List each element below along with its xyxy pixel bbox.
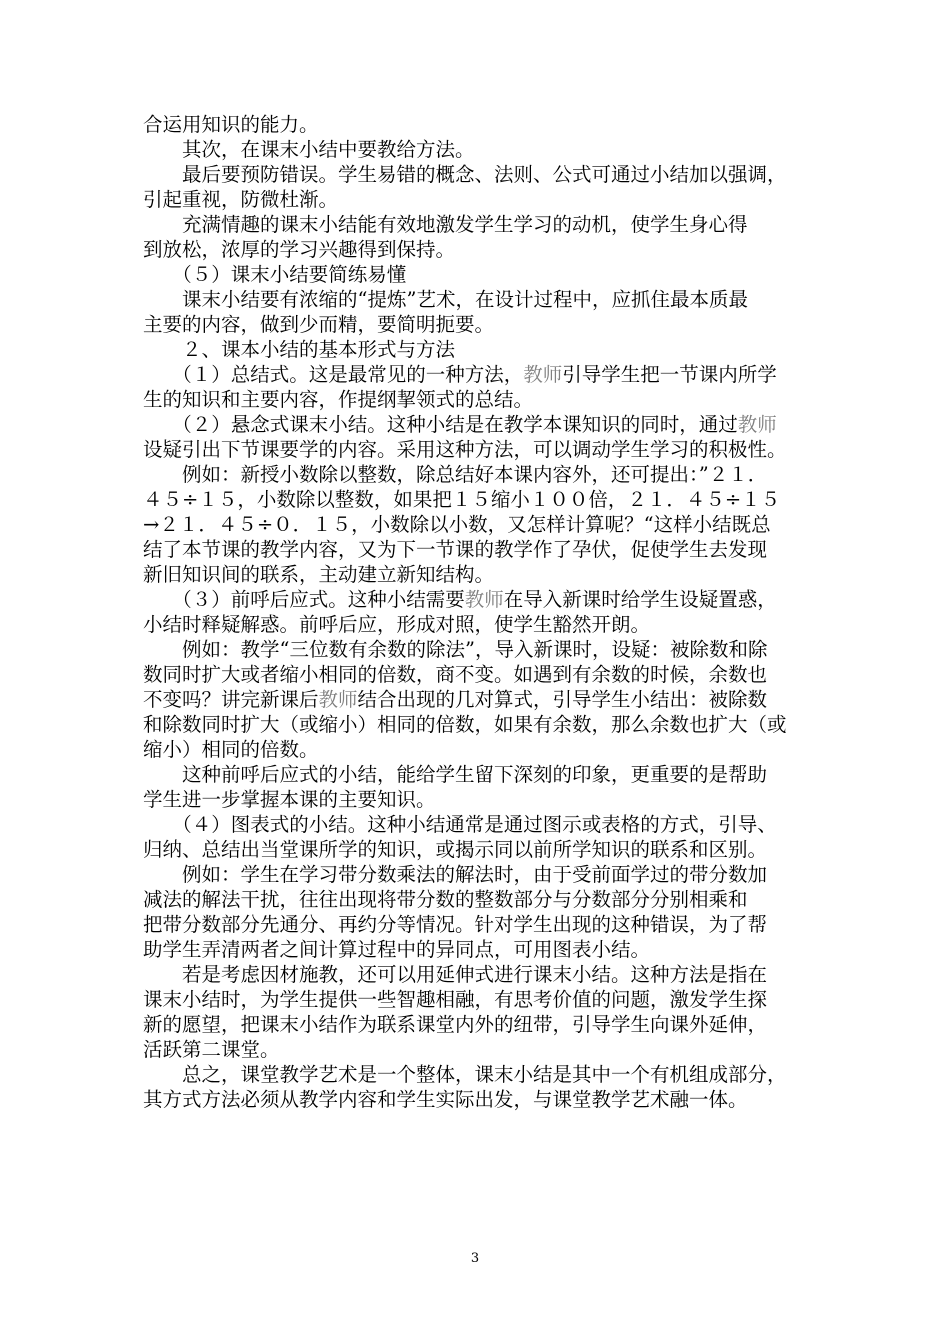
text-line: 主要的内容，做到少而精，要简明扼要。	[143, 313, 495, 336]
text-line: 引起重视，防微杜渐。	[143, 188, 339, 211]
text-line: 缩小）相同的倍数。	[143, 738, 319, 761]
text-segment: （２）悬念式课末小结。这种小结是在教学本课知识的同时，通过	[143, 413, 738, 436]
text-line: 例如：新授小数除以整数，除总结好本课内容外，还可提出：”２１．	[143, 463, 768, 486]
text-line: →２１．４５÷０．１５，小数除以小数，又怎样计算呢？“这样小结既总	[143, 513, 771, 536]
text-segment: 不变吗？讲完新课后	[143, 688, 319, 711]
text-line	[143, 362, 861, 387]
text-line: 把带分数部分先通分、再约分等情况。针对学生出现的这种错误，为了帮	[143, 913, 768, 936]
text-line: 和除数同时扩大（或缩小）相同的倍数，如果有余数，那么余数也扩大（或	[143, 713, 787, 736]
text-line: 其次，在课末小结中要教给方法。	[143, 138, 475, 161]
text-line: 若是考虑因材施教，还可以用延伸式进行课末小结。这种方法是指在	[143, 963, 768, 986]
text-line: 数同时扩大或者缩小相同的倍数，商不变。如遇到有余数的时候，余数也	[143, 663, 768, 686]
text-line: 其方式方法必须从教学内容和学生实际出发，与课堂教学艺术融一体。	[143, 1088, 748, 1111]
text-segment: 结合出现的几对算式，引导学生小结出：被除数	[357, 688, 768, 711]
text-line: 新的愿望，把课末小结作为联系课堂内外的纽带，引导学生向课外延伸，	[143, 1013, 768, 1036]
text-segment: 在导入新课时给学生设疑置惑，	[503, 588, 777, 611]
text-line	[143, 687, 861, 712]
text-line: 小结时释疑解惑。前呼后应，形成对照，使学生豁然开朗。	[143, 613, 651, 636]
text-segment: （３）前呼后应式。这种小结需要	[143, 588, 465, 611]
text-line	[143, 412, 861, 437]
text-line: 生的知识和主要内容，作提纲挈领式的总结。	[143, 388, 534, 411]
text-line: 课末小结要有浓缩的“提炼”艺术，在设计过程中，应抓住最本质最	[143, 288, 748, 311]
text-line: ２、课本小结的基本形式与方法	[143, 338, 456, 361]
text-line: 结了本节课的教学内容，又为下一节课的教学作了孕伏，促使学生去发现	[143, 538, 768, 561]
text-line: 例如：学生在学习带分数乘法的解法时，由于受前面学过的带分数加	[143, 863, 768, 886]
text-line: 学生进一步掌握本课的主要知识。	[143, 788, 436, 811]
text-line: 设疑引出下节课要学的内容。采用这种方法，可以调动学生学习的积极性。	[143, 438, 787, 461]
highlighted-term: 教师	[737, 413, 777, 436]
text-line: 到放松，浓厚的学习兴趣得到保持。	[143, 238, 456, 261]
text-line: 例如：教学“三位数有余数的除法”，导入新课时，设疑：被除数和除	[143, 638, 768, 661]
text-line: 充满情趣的课末小结能有效地激发学生学习的动机，使学生身心得	[143, 213, 748, 236]
text-segment: （１）总结式。这是最常见的一种方法，	[143, 363, 524, 386]
text-segment: 引导学生把一节课内所学	[562, 363, 777, 386]
page-number: 3	[470, 1251, 480, 1266]
text-line: 最后要预防错误。学生易错的概念、法则、公式可通过小结加以强调，	[143, 163, 787, 186]
highlighted-term: 教师	[318, 688, 358, 711]
text-line	[143, 587, 861, 612]
body-text	[143, 112, 861, 1112]
text-line: （５）课末小结要简练易懂	[143, 263, 407, 286]
text-line: 助学生弄清两者之间计算过程中的异同点，可用图表小结。	[143, 938, 651, 961]
text-line: 课末小结时，为学生提供一些智趣相融，有思考价值的问题，激发学生探	[143, 988, 768, 1011]
text-line: 新旧知识间的联系，主动建立新知结构。	[143, 563, 495, 586]
text-line: ４５÷１５，小数除以整数，如果把１５缩小１００倍，２１．４５÷１５	[143, 488, 781, 511]
text-line: （４）图表式的小结。这种小结通常是通过图示或表格的方式，引导、	[143, 813, 777, 836]
text-line: 这种前呼后应式的小结，能给学生留下深刻的印象，更重要的是帮助	[143, 763, 768, 786]
text-line: 减法的解法干扰，往往出现将带分数的整数部分与分数部分分别相乘和	[143, 888, 748, 911]
text-line: 合运用知识的能力。	[143, 113, 319, 136]
highlighted-term: 教师	[464, 588, 504, 611]
text-line: 归纳、总结出当堂课所学的知识，或揭示同以前所学知识的联系和区别。	[143, 838, 768, 861]
highlighted-term: 教师	[523, 363, 563, 386]
text-line: 总之，课堂教学艺术是一个整体，课末小结是其中一个有机组成部分，	[143, 1063, 787, 1086]
text-line: 活跃第二课堂。	[143, 1038, 280, 1061]
